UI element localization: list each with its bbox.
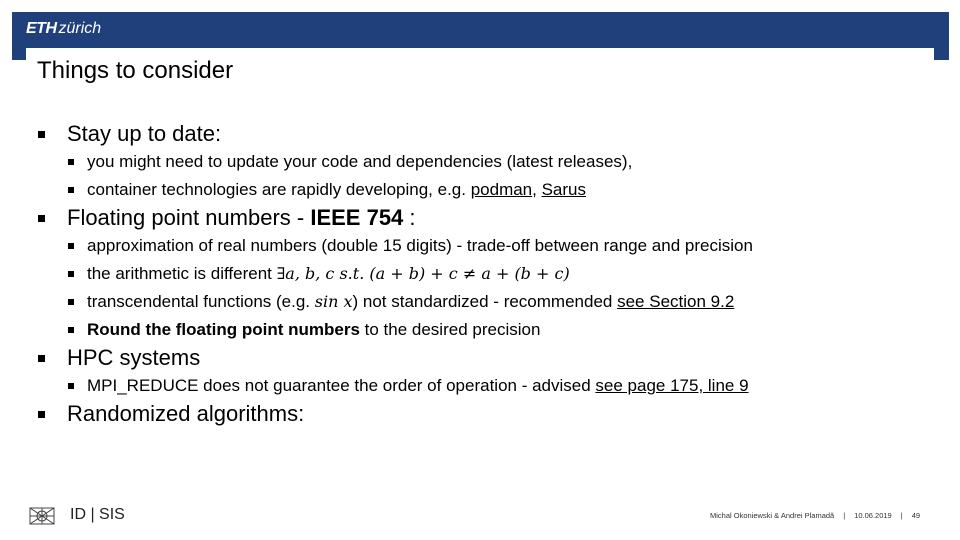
bullet-text-bold: IEEE 754 (310, 205, 404, 230)
sub-bullet (36, 288, 936, 316)
square-bullet-icon (68, 383, 74, 389)
sarus-link[interactable]: Sarus (541, 180, 587, 199)
square-bullet-icon (68, 271, 74, 277)
sub-bullet (36, 232, 936, 260)
header-tab-left (12, 48, 26, 60)
footer-page-number: 49 (911, 511, 921, 520)
sub-bullet-text: ) not standardized - recommended (352, 292, 618, 311)
sub-bullet-text-bold: Round the floating point numbers (87, 320, 360, 339)
bullet-text: HPC systems (67, 345, 201, 370)
sub-bullet-text: MPI_REDUCE does not guarantee the order of operation - advised (87, 376, 596, 395)
footer-authors: Michal Okoniewski & Andrei Plamadă (710, 511, 835, 520)
logo-zurich: zürich (58, 20, 102, 37)
sub-bullet-text: approximation of real numbers (double 15 digits) - trade-off between range and precision (87, 236, 753, 255)
square-bullet-icon (38, 131, 45, 138)
square-bullet-icon (38, 355, 45, 362)
math-expression: ∃a, b, c s.t. (a + b) + c ≠ a + (b + c) (276, 264, 570, 283)
page-175-link[interactable]: see page 175, line 9 (595, 376, 749, 395)
sub-bullet (36, 372, 936, 400)
bullet-text: Randomized algorithms: (67, 401, 305, 426)
logo-eth: ETH (26, 20, 57, 37)
sub-bullet (36, 260, 936, 288)
sub-bullet-text: , (532, 180, 542, 199)
sub-bullet-text: transcendental functions (e.g. (87, 292, 315, 311)
footer-meta (710, 510, 920, 522)
square-bullet-icon (68, 327, 74, 333)
square-bullet-icon (38, 411, 45, 418)
math-expression: sin x (314, 292, 353, 311)
sub-bullet-text: you might need to update your code and dependencies (latest releases), (87, 152, 633, 171)
bullet-text: Stay up to date: (67, 121, 222, 146)
footer-unit: ID | SIS (70, 506, 125, 523)
header-bar (12, 12, 949, 48)
square-bullet-icon (68, 299, 74, 305)
bullet-stay-up-to-date (36, 120, 936, 148)
eth-zurich-logo[interactable] (26, 19, 101, 39)
sub-bullet-text: container technologies are rapidly developing, e.g. (87, 180, 471, 199)
sub-bullet (36, 176, 936, 204)
sub-bullet (36, 148, 936, 176)
section-9-2-link[interactable]: see Section 9.2 (617, 292, 735, 311)
square-bullet-icon (68, 187, 74, 193)
header-tab-right (934, 48, 949, 60)
footer-date: 10.06.2019 (854, 511, 892, 520)
square-bullet-icon (38, 215, 45, 222)
square-bullet-icon (68, 243, 74, 249)
sub-bullet-text: the arithmetic is different (87, 264, 277, 283)
bullet-randomized-algorithms (36, 400, 936, 428)
bullet-text: : (403, 205, 416, 230)
bullet-floating-point (36, 204, 936, 232)
sub-bullet-text: to the desired precision (359, 320, 541, 339)
eth-globe-icon (28, 506, 56, 526)
footer-separator: | (900, 511, 903, 520)
bullet-hpc-systems (36, 344, 936, 372)
square-bullet-icon (68, 159, 74, 165)
footer-separator: | (843, 511, 846, 520)
sub-bullet (36, 316, 936, 344)
slide-content (36, 120, 936, 428)
podman-link[interactable]: podman (470, 180, 533, 199)
page-title: Things to consider (37, 57, 234, 84)
bullet-text: Floating point numbers - (67, 205, 311, 230)
